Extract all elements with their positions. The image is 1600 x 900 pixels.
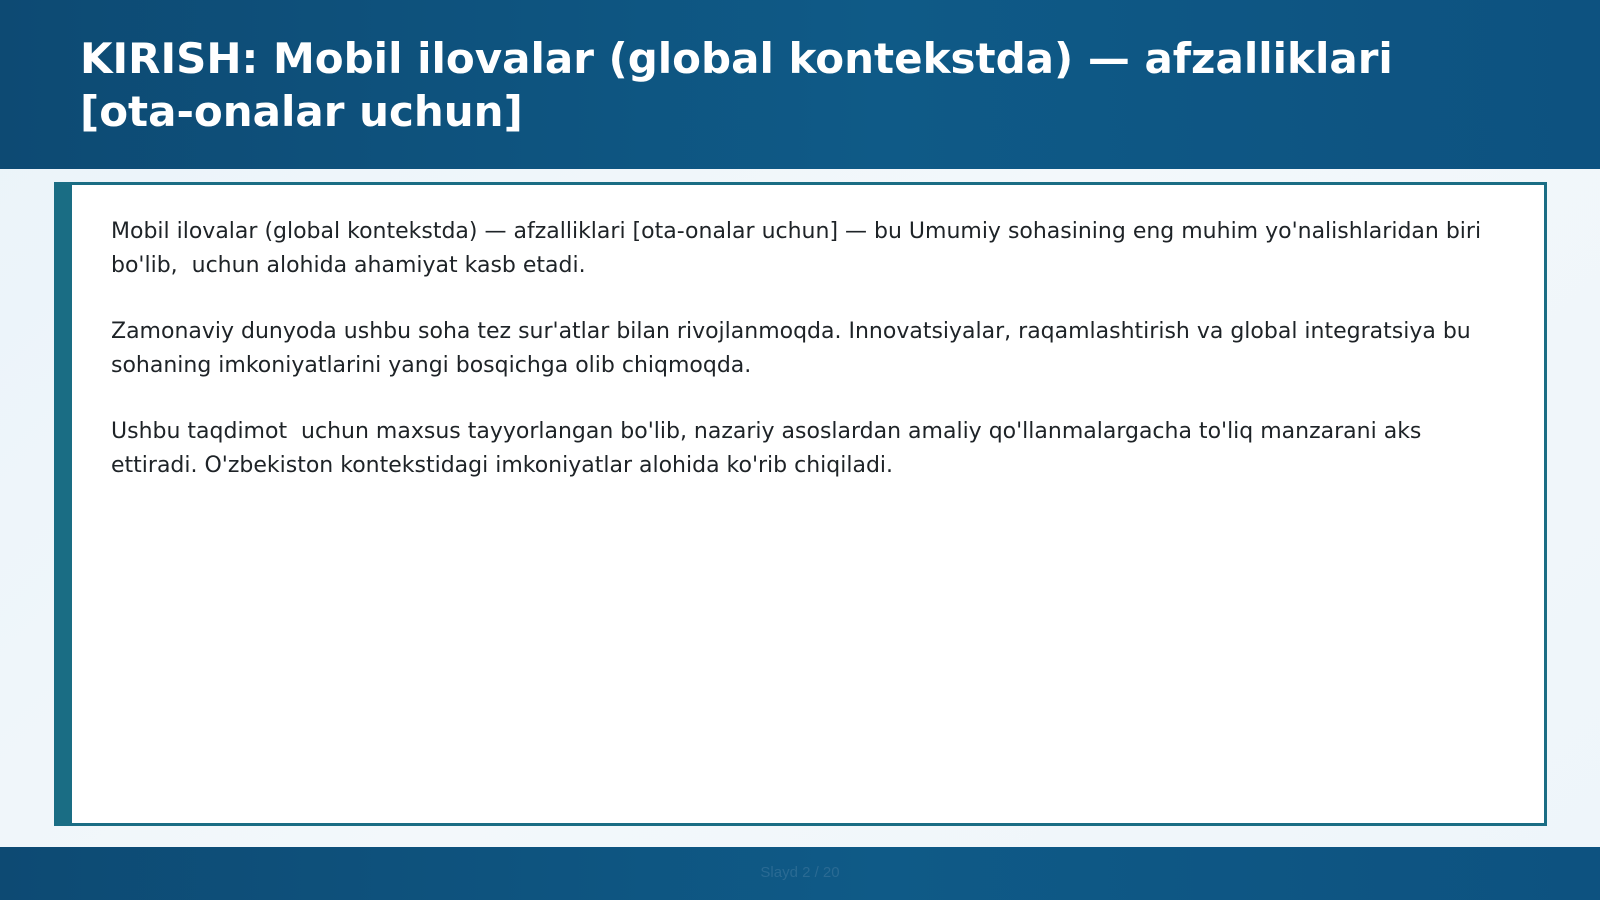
slide-title: KIRISH: Mobil ilovalar (global kontekstda) — afzalliklari [ota-onalar uchun] [80,34,1393,136]
paragraph-modern-world: Zamonaviy dunyoda ushbu soha tez sur'atlar bilan rivojlanmoqda. Innovatsiyalar, raqamlashtirish va global integratsiya bu sohaning imkoniyatlarini yangi bosqichga olib chiqmoqda. [111,319,1478,378]
footer-bar [0,847,1600,900]
content-body [111,215,1506,515]
title-bar [0,0,1600,169]
paragraph-intro: Mobil ilovalar (global kontekstda) — afzalliklari [ota-onalar uchun] — bu Umumiy sohasining eng muhim yo'nalishlaridan biri bo'lib, uchun alohida ahamiyat kasb etadi. [111,219,1489,278]
paragraph-presentation-scope: Ushbu taqdimot uchun maxsus tayyorlangan bo'lib, nazariy asoslardan amaliy qo'llanmalargacha to'liq manzarani aks ettiradi. O'zbekiston kontekstidagi imkoniyatlar alohida ko'rib chiqiladi. [111,419,1429,478]
content-card [54,182,1547,826]
slide-number: Slayd 2 / 20 [760,864,840,881]
